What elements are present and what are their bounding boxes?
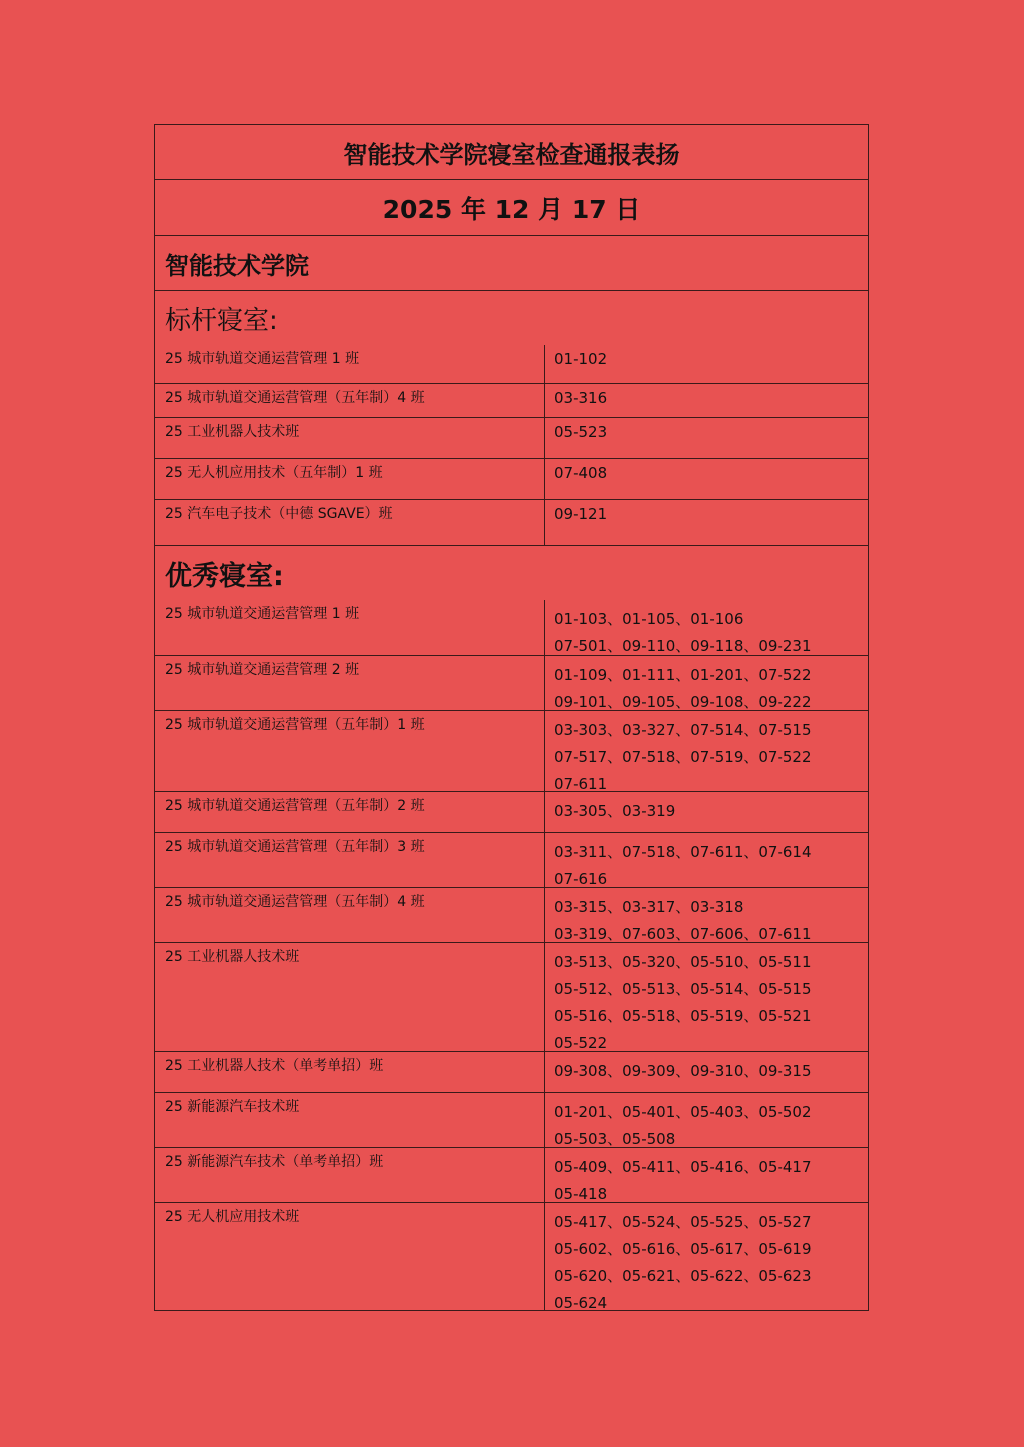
room-numbers-line: 05-620、05-621、05-622、05-623 [554, 1267, 812, 1285]
room-numbers-line: 05-503、05-508 [554, 1130, 676, 1148]
table-row [155, 1092, 868, 1147]
table-row [155, 942, 868, 1051]
room-numbers-line: 01-201、05-401、05-403、05-502 [554, 1103, 812, 1121]
room-list-cell [545, 792, 868, 832]
table-row [155, 887, 868, 942]
room-numbers-line: 01-102 [554, 350, 608, 368]
room-numbers-line: 03-513、05-320、05-510、05-511 [554, 953, 812, 971]
class-name-cell: 25 城市轨道交通运营管理（五年制）4 班 [155, 888, 545, 942]
room-list-cell [545, 459, 868, 499]
class-name-cell: 25 城市轨道交通运营管理（五年制）4 班 [155, 384, 545, 417]
room-numbers-line: 03-315、03-317、03-318 [554, 898, 744, 916]
class-name-cell: 25 新能源汽车技术班 [155, 1093, 545, 1147]
table-row [155, 1147, 868, 1202]
room-numbers-line: 05-523 [554, 423, 608, 441]
room-numbers-line: 05-409、05-411、05-416、05-417 [554, 1158, 812, 1176]
table-row [155, 383, 868, 417]
college-row [155, 235, 868, 290]
table-row [155, 791, 868, 832]
date-row [155, 179, 868, 235]
room-numbers-line: 03-316 [554, 389, 608, 407]
report-date: 2025 年 12 月 17 日 [382, 194, 641, 224]
table-row [155, 655, 868, 710]
room-list-cell [545, 384, 868, 417]
class-name-cell: 25 新能源汽车技术（单考单招）班 [155, 1148, 545, 1202]
room-numbers-line: 01-103、01-105、01-106 [554, 610, 744, 628]
room-list-cell [545, 1203, 868, 1310]
room-numbers-line: 05-602、05-616、05-617、05-619 [554, 1240, 812, 1258]
room-numbers-line: 05-417、05-524、05-525、05-527 [554, 1213, 812, 1231]
room-numbers-line: 03-303、03-327、07-514、07-515 [554, 721, 812, 739]
room-list-cell [545, 1148, 868, 1202]
room-list-cell [545, 943, 868, 1051]
excellent-heading-row [155, 545, 868, 600]
class-name-cell: 25 城市轨道交通运营管理（五年制）2 班 [155, 792, 545, 832]
table-row [155, 1202, 868, 1310]
room-numbers-line: 07-611 [554, 775, 608, 793]
class-name-cell: 25 城市轨道交通运营管理 1 班 [155, 600, 545, 655]
room-numbers-line: 09-308、09-309、09-310、09-315 [554, 1062, 812, 1080]
room-list-cell [545, 1093, 868, 1147]
table-row [155, 832, 868, 887]
report-table [154, 124, 869, 1311]
excellent-rows [155, 600, 868, 1310]
college-name: 智能技术学院 [165, 251, 309, 280]
benchmark-heading-row [155, 290, 868, 345]
class-name-cell: 25 城市轨道交通运营管理（五年制）1 班 [155, 711, 545, 791]
table-row [155, 600, 868, 655]
room-numbers-line: 09-101、09-105、09-108、09-222 [554, 693, 812, 711]
room-numbers-line: 07-517、07-518、07-519、07-522 [554, 748, 812, 766]
class-name-cell: 25 汽车电子技术（中德 SGAVE）班 [155, 500, 545, 545]
room-numbers-line: 03-319、07-603、07-606、07-611 [554, 925, 812, 943]
table-row [155, 417, 868, 458]
room-numbers-line: 05-512、05-513、05-514、05-515 [554, 980, 812, 998]
room-numbers-line: 03-305、03-319 [554, 802, 676, 820]
room-numbers-line: 05-418 [554, 1185, 608, 1203]
class-name-cell: 25 工业机器人技术班 [155, 943, 545, 1051]
title-row [155, 125, 868, 179]
room-numbers-line: 05-522 [554, 1034, 608, 1052]
room-list-cell [545, 833, 868, 887]
room-numbers-line: 07-408 [554, 464, 608, 482]
class-name-cell: 25 无人机应用技术（五年制）1 班 [155, 459, 545, 499]
table-row [155, 458, 868, 499]
room-numbers-line: 05-516、05-518、05-519、05-521 [554, 1007, 812, 1025]
room-numbers-line: 09-121 [554, 505, 608, 523]
report-title: 智能技术学院寝室检查通报表扬 [343, 140, 680, 169]
class-name-cell: 25 城市轨道交通运营管理 1 班 [155, 345, 545, 383]
room-numbers-line: 07-616 [554, 870, 608, 888]
room-list-cell [545, 888, 868, 942]
class-name-cell: 25 无人机应用技术班 [155, 1203, 545, 1310]
table-row [155, 710, 868, 791]
room-numbers-line: 03-311、07-518、07-611、07-614 [554, 843, 812, 861]
class-name-cell: 25 城市轨道交通运营管理 2 班 [155, 656, 545, 710]
excellent-heading: 优秀寝室: [165, 560, 284, 592]
class-name-cell: 25 工业机器人技术班 [155, 418, 545, 458]
room-list-cell [545, 418, 868, 458]
room-list-cell [545, 1052, 868, 1092]
room-list-cell [545, 500, 868, 545]
room-numbers-line: 05-624 [554, 1294, 608, 1312]
benchmark-rows [155, 345, 868, 545]
table-row [155, 1051, 868, 1092]
class-name-cell: 25 工业机器人技术（单考单招）班 [155, 1052, 545, 1092]
room-list-cell [545, 345, 868, 383]
room-list-cell [545, 600, 868, 655]
table-row [155, 499, 868, 545]
room-numbers-line: 01-109、01-111、01-201、07-522 [554, 666, 812, 684]
class-name-cell: 25 城市轨道交通运营管理（五年制）3 班 [155, 833, 545, 887]
room-list-cell [545, 711, 868, 791]
table-row [155, 345, 868, 383]
benchmark-heading: 标杆寝室: [165, 305, 278, 336]
room-numbers-line: 07-501、09-110、09-118、09-231 [554, 637, 812, 655]
room-list-cell [545, 656, 868, 710]
